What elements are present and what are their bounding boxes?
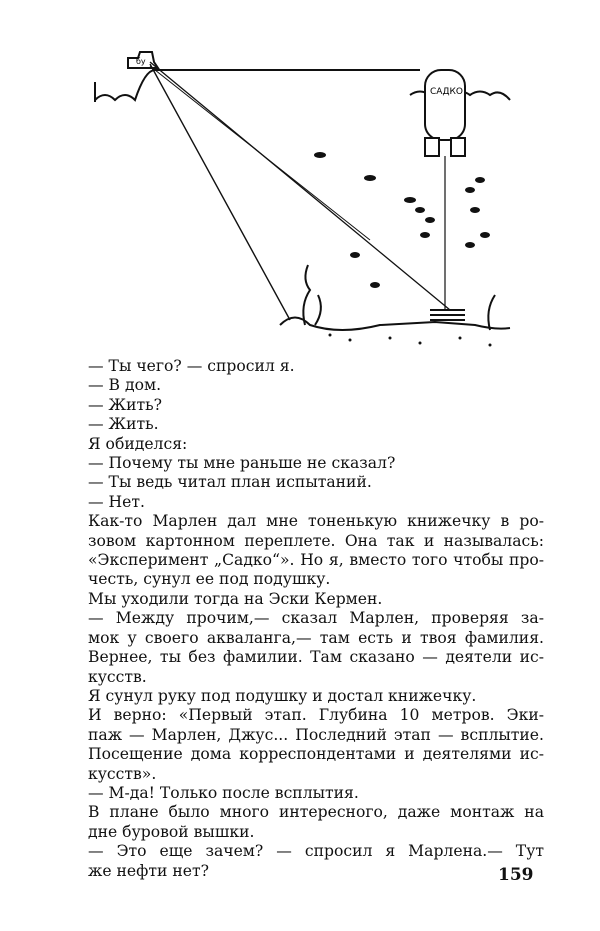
text-line: дне буровой вышки. [88, 822, 255, 841]
seabed-platform-icon [430, 310, 465, 320]
text-line: — Это еще зачем? — спросил я Марлена.— Тут [88, 842, 544, 861]
cable-line-2 [150, 66, 370, 240]
text-line: кусств. [88, 667, 147, 686]
svg-text:бу: бу [136, 57, 146, 66]
text-line: кусств». [88, 764, 157, 783]
pebbles [329, 334, 492, 347]
text-line: — Ты ведь читал план испытаний. [88, 473, 372, 492]
text-line: «Эксперимент „Садко“». Но я, вместо того чтобы про- [88, 551, 544, 570]
text-line: паж — Марлен, Джус... Последний этап — всплытие. [88, 725, 544, 744]
text-line: — М-да! Только после всплытия. [88, 783, 359, 802]
sadko-capsule-icon [425, 70, 465, 156]
text-line: — В дом. [88, 376, 162, 395]
text-line: — Жить. [88, 415, 159, 434]
text-line: Посещение дома корреспондентами и деятелями ис- [88, 745, 544, 764]
underwater-illustration [80, 40, 520, 360]
text-line: Мы уходили тогда на Эски Кермен. [88, 589, 383, 608]
text-line: И верно: «Первый этап. Глубина 10 метров. Эки- [88, 706, 544, 725]
cable-line [150, 62, 450, 310]
text-line: честь, сунул ее под подушку. [88, 570, 331, 589]
seabed [280, 318, 510, 331]
text-line: — Между прочим,— сказал Марлен, проверяя за- [88, 609, 544, 628]
anchor-rope [150, 64, 290, 320]
body-text [88, 357, 544, 881]
page-number: 159 [498, 865, 534, 885]
text-line: — Нет. [88, 492, 145, 511]
text-line: — Почему ты мне раньше не сказал? [88, 454, 396, 473]
text-line: Вернее, ты без фамилии. Там сказано — деятели ис- [88, 648, 544, 667]
svg-text:САДКО: САДКО [430, 87, 463, 97]
text-line: Я обиделся: [88, 434, 188, 453]
text-line: Я сунул руку под подушку и достал книжечку. [88, 686, 477, 705]
text-line: — Жить? [88, 395, 162, 414]
text-line: Как-то Марлен дал мне тоненькую книжечку в ро- [88, 512, 544, 531]
seaweed-icon [303, 265, 495, 330]
text-line: — Ты чего? — спросил я. [88, 357, 295, 375]
text-line: В плане было много интересного, даже монтаж на [88, 803, 544, 822]
text-line: же нефти нет? [88, 861, 209, 880]
text-line: мок у своего акваланга,— там есть и твоя фамилия. [88, 628, 544, 647]
text-line: зовом картонном переплете. Она так и называлась: [88, 531, 544, 550]
